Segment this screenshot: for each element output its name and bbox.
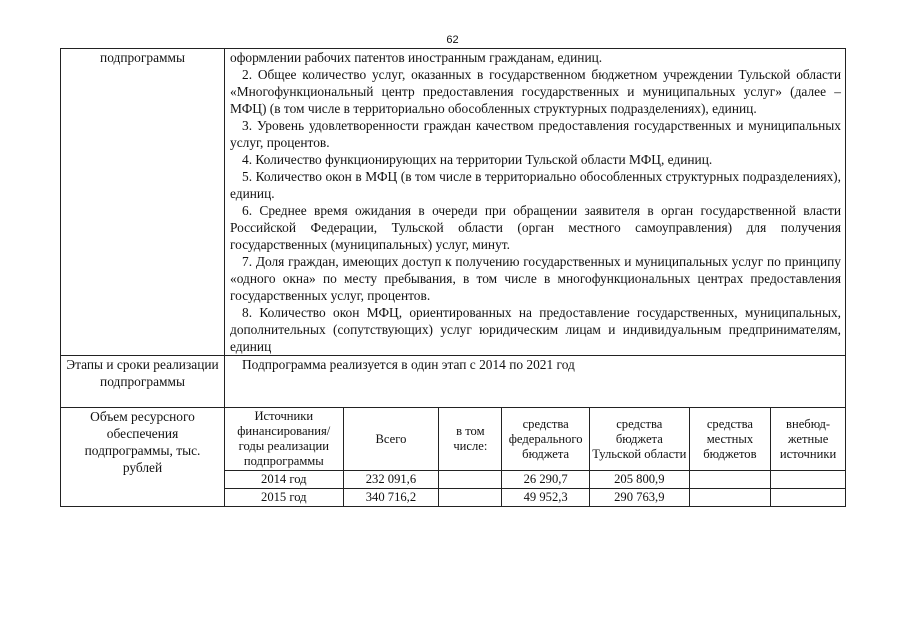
funding-value-cell: 205 800,9 xyxy=(589,471,689,489)
stages-row xyxy=(61,356,846,408)
funding-header-cell: внебюд-жетные источники xyxy=(771,408,845,471)
funding-data-row xyxy=(225,489,845,507)
indicator-item: 7. Доля граждан, имеющих доступ к получению государственных и муниципальных услуг по принципу «одного окна» по месту пребывания, в том числе в многофункциональных центрах предоставления государственных услуг, процентов. xyxy=(230,254,841,303)
stages-label: Этапы и сроки реализации подпрограммы xyxy=(61,356,225,408)
funding-year-cell: 2014 год xyxy=(225,471,343,489)
funding-value-cell: 290 763,9 xyxy=(589,489,689,507)
funding-value-cell xyxy=(771,489,845,507)
indicators-list xyxy=(225,49,846,356)
funding-value-cell xyxy=(689,489,770,507)
funding-header-row xyxy=(225,408,845,471)
page-number: 62 xyxy=(446,34,459,46)
indicator-item: 6. Среднее время ожидания в очереди при обращении заявителя в орган государственной власти Российской Федерации, Тульской области (орган местного самоуправления) для получения государственных (муниципальных) услуг, минут. xyxy=(230,203,841,252)
funding-table xyxy=(225,408,845,506)
funding-value-cell xyxy=(689,471,770,489)
stages-cell xyxy=(225,356,846,408)
funding-row xyxy=(61,408,846,507)
indicator-item: 5. Количество окон в МФЦ (в том числе в территориально обособленных структурных подразделениях), единиц. xyxy=(230,169,841,201)
indicator-item: оформлении рабочих патентов иностранным гражданам, единиц. xyxy=(230,50,603,65)
passport-table xyxy=(60,48,846,507)
funding-header-cell: в том числе: xyxy=(439,408,502,471)
funding-value-cell xyxy=(439,489,502,507)
funding-value-cell: 340 716,2 xyxy=(343,489,439,507)
indicator-item: 4. Количество функционирующих на территории Тульской области МФЦ, единиц. xyxy=(242,152,713,167)
funding-header-cell: средства бюджета Тульской области xyxy=(589,408,689,471)
funding-value-cell: 49 952,3 xyxy=(502,489,590,507)
funding-year-cell: 2015 год xyxy=(225,489,343,507)
funding-value-cell: 232 091,6 xyxy=(343,471,439,489)
indicators-row xyxy=(61,49,846,356)
indicator-item: 2. Общее количество услуг, оказанных в государственном бюджетном учреждении Тульской области «Многофункциональный центр предоставления государственных и муниципальных услуг» (далее – МФЦ) (в том числе в территориально обособленных структурных подразделениях), единиц. xyxy=(230,67,841,116)
funding-value-cell xyxy=(771,471,845,489)
indicator-item: 3. Уровень удовлетворенности граждан качеством предоставления государственных и муниципальных услуг, процентов. xyxy=(230,118,841,150)
indicator-item: 8. Количество окон МФЦ, ориентированных на предоставление государственных, муниципальных, дополнительных (сопутствующих) услуг юридическим лицам и индивидуальным предпринимателям, единиц xyxy=(230,305,841,354)
funding-data-row xyxy=(225,471,845,489)
funding-cell xyxy=(225,408,846,507)
funding-header-cell: средства федерального бюджета xyxy=(502,408,590,471)
stages-text: Подпрограмма реализуется в один этап с 2014 по 2021 год xyxy=(242,357,575,372)
funding-value-cell: 26 290,7 xyxy=(502,471,590,489)
funding-value-cell xyxy=(439,471,502,489)
funding-header-cell: Источники финансирования/ годы реализации подпрограммы xyxy=(225,408,343,471)
funding-label: Объем ресурсного обеспечения подпрограммы, тыс. рублей xyxy=(61,408,225,507)
funding-header-cell: Всего xyxy=(343,408,439,471)
funding-header-cell: средства местных бюджетов xyxy=(689,408,770,471)
indicators-label: подпрограммы xyxy=(61,49,225,356)
